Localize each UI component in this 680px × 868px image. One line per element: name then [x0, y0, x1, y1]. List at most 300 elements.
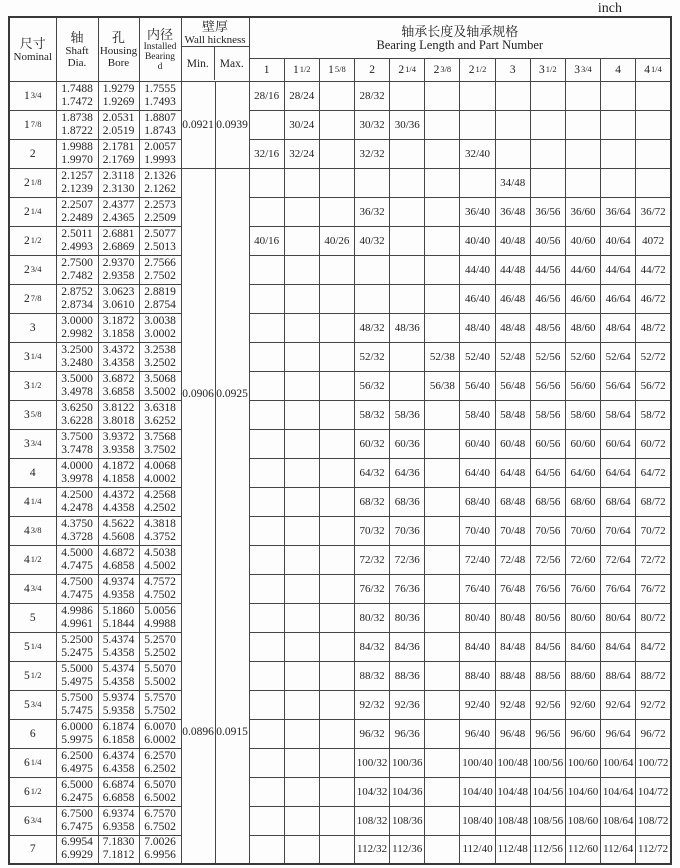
length-cell: 84/48 — [495, 632, 530, 661]
table-row — [9, 574, 671, 603]
header-length-col: 2 — [354, 58, 389, 81]
length-cell — [319, 139, 354, 168]
nominal-cell: 2 — [9, 139, 56, 168]
length-cell: 112/36 — [390, 835, 425, 864]
installed-bearing-cell: 5.7570 5.7502 — [139, 690, 181, 719]
length-cell — [390, 197, 425, 226]
length-cell: 40/32 — [354, 226, 389, 255]
header-shaft-zh: 轴 — [70, 29, 84, 45]
length-cell: 36/72 — [636, 197, 671, 226]
length-cell — [249, 400, 284, 429]
table-row — [9, 719, 671, 748]
installed-bearing-cell: 1.8807 1.8743 — [139, 110, 181, 139]
length-cell — [249, 313, 284, 342]
length-cell: 52/72 — [636, 342, 671, 371]
installed-bearing-cell: 3.0038 3.0002 — [139, 313, 181, 342]
installed-bearing-cell: 7.0026 6.9956 — [139, 835, 181, 864]
length-cell: 48/60 — [565, 313, 600, 342]
length-cell: 48/64 — [601, 313, 636, 342]
length-cell — [425, 255, 460, 284]
length-cell — [249, 545, 284, 574]
length-cell — [319, 81, 354, 110]
length-cell — [530, 110, 565, 139]
length-cell: 32/16 — [249, 139, 284, 168]
length-cell — [249, 603, 284, 632]
length-cell: 68/48 — [495, 487, 530, 516]
length-cell — [425, 516, 460, 545]
length-cell: 104/48 — [495, 777, 530, 806]
length-cell: 108/72 — [636, 806, 671, 835]
length-cell — [390, 284, 425, 313]
length-cell: 60/60 — [565, 429, 600, 458]
length-cell: 68/36 — [390, 487, 425, 516]
shaft-dia-cell: 3.7500 3.7478 — [56, 429, 98, 458]
housing-bore-cell: 2.3118 2.3130 — [98, 168, 139, 197]
nominal-cell: 21/2 — [9, 226, 56, 255]
length-cell: 64/72 — [636, 458, 671, 487]
nominal-cell: 43/8 — [9, 516, 56, 545]
length-cell — [601, 168, 636, 197]
installed-bearing-cell: 3.5068 3.5002 — [139, 371, 181, 400]
table-row — [9, 487, 671, 516]
length-cell: 100/72 — [636, 748, 671, 777]
length-cell — [530, 81, 565, 110]
housing-bore-cell: 4.9374 4.9358 — [98, 574, 139, 603]
length-cell: 52/40 — [460, 342, 495, 371]
length-cell — [460, 110, 495, 139]
header-length-col: 21/2 — [460, 58, 495, 81]
length-cell: 68/72 — [636, 487, 671, 516]
length-cell: 100/56 — [530, 748, 565, 777]
length-cell: 76/48 — [495, 574, 530, 603]
length-cell: 30/32 — [354, 110, 389, 139]
length-cell: 72/40 — [460, 545, 495, 574]
shaft-dia-cell: 6.5000 6.2475 — [56, 777, 98, 806]
installed-bearing-cell: 6.0070 6.0002 — [139, 719, 181, 748]
shaft-dia-cell: 1.7488 1.7472 — [56, 81, 98, 110]
nominal-cell: 43/4 — [9, 574, 56, 603]
length-cell: 46/48 — [495, 284, 530, 313]
length-cell: 48/72 — [636, 313, 671, 342]
length-cell: 70/36 — [390, 516, 425, 545]
nominal-cell: 5 — [9, 603, 56, 632]
nominal-cell: 13/4 — [9, 81, 56, 110]
length-cell — [319, 690, 354, 719]
length-cell: 56/72 — [636, 371, 671, 400]
table-row — [9, 313, 671, 342]
length-cell — [495, 110, 530, 139]
nominal-cell: 6 — [9, 719, 56, 748]
header-installed — [139, 17, 181, 81]
length-cell: 112/32 — [354, 835, 389, 864]
length-cell: 96/32 — [354, 719, 389, 748]
shaft-dia-cell: 3.6250 3.6228 — [56, 400, 98, 429]
header-housing — [98, 17, 139, 81]
length-cell: 84/60 — [565, 632, 600, 661]
nominal-cell: 51/4 — [9, 632, 56, 661]
length-cell — [425, 197, 460, 226]
length-cell: 52/32 — [354, 342, 389, 371]
installed-bearing-cell: 2.5077 2.5013 — [139, 226, 181, 255]
header-length-col: 41/4 — [636, 58, 671, 81]
wall-min-cell: 0.0896 — [181, 719, 215, 864]
shaft-dia-cell: 5.5000 5.4975 — [56, 661, 98, 690]
installed-bearing-cell: 3.2538 3.2502 — [139, 342, 181, 371]
length-cell: 32/24 — [284, 139, 319, 168]
length-cell: 72/64 — [601, 545, 636, 574]
length-cell — [284, 429, 319, 458]
length-cell — [249, 806, 284, 835]
length-cell: 60/32 — [354, 429, 389, 458]
length-cell — [565, 139, 600, 168]
length-cell — [319, 371, 354, 400]
length-cell: 104/60 — [565, 777, 600, 806]
length-cell: 44/72 — [636, 255, 671, 284]
length-cell: 100/64 — [601, 748, 636, 777]
length-cell — [284, 806, 319, 835]
length-cell — [249, 835, 284, 864]
length-cell — [530, 139, 565, 168]
length-cell — [249, 110, 284, 139]
length-cell: 46/40 — [460, 284, 495, 313]
length-cell — [460, 168, 495, 197]
header-length-col: 1 — [249, 58, 284, 81]
length-cell: 40/56 — [530, 226, 565, 255]
header-length-col: 15/8 — [319, 58, 354, 81]
length-cell: 80/36 — [390, 603, 425, 632]
length-cell: 84/32 — [354, 632, 389, 661]
table-row — [9, 197, 671, 226]
length-cell — [249, 255, 284, 284]
shaft-dia-cell: 2.2507 2.2489 — [56, 197, 98, 226]
table-row — [9, 748, 671, 777]
nominal-cell: 33/4 — [9, 429, 56, 458]
length-cell: 58/64 — [601, 400, 636, 429]
length-cell: 40/64 — [601, 226, 636, 255]
installed-bearing-cell: 2.8819 2.8754 — [139, 284, 181, 313]
length-cell: 44/40 — [460, 255, 495, 284]
length-cell — [284, 371, 319, 400]
nominal-cell: 31/4 — [9, 342, 56, 371]
length-cell: 84/40 — [460, 632, 495, 661]
length-cell: 70/56 — [530, 516, 565, 545]
length-cell: 96/72 — [636, 719, 671, 748]
header-installed-en1: Installed — [143, 41, 177, 52]
length-cell: 88/72 — [636, 661, 671, 690]
length-cell — [601, 81, 636, 110]
length-cell — [249, 284, 284, 313]
header-housing-zh: 孔 — [111, 29, 125, 45]
length-cell: 112/72 — [636, 835, 671, 864]
table-row — [9, 835, 671, 864]
length-cell — [284, 574, 319, 603]
length-cell: 60/36 — [390, 429, 425, 458]
table-row — [9, 603, 671, 632]
length-cell — [636, 81, 671, 110]
length-cell: 104/72 — [636, 777, 671, 806]
shaft-dia-cell: 4.0000 3.9978 — [56, 458, 98, 487]
length-cell: 52/38 — [425, 342, 460, 371]
installed-bearing-cell: 5.2570 5.2502 — [139, 632, 181, 661]
length-cell: 56/48 — [495, 371, 530, 400]
nominal-cell: 7 — [9, 835, 56, 864]
length-cell: 64/60 — [565, 458, 600, 487]
length-cell: 36/40 — [460, 197, 495, 226]
length-cell — [319, 603, 354, 632]
length-cell: 76/36 — [390, 574, 425, 603]
length-cell — [425, 545, 460, 574]
length-cell: 4072 — [636, 226, 671, 255]
table-row — [9, 429, 671, 458]
nominal-cell: 17/8 — [9, 110, 56, 139]
header-wall — [181, 17, 249, 81]
length-cell — [319, 661, 354, 690]
length-cell: 72/56 — [530, 545, 565, 574]
length-cell: 48/32 — [354, 313, 389, 342]
length-cell — [249, 516, 284, 545]
length-cell: 92/36 — [390, 690, 425, 719]
length-cell: 80/48 — [495, 603, 530, 632]
length-cell: 104/64 — [601, 777, 636, 806]
length-cell: 40/40 — [460, 226, 495, 255]
length-cell: 48/48 — [495, 313, 530, 342]
length-cell: 96/36 — [390, 719, 425, 748]
length-cell — [284, 487, 319, 516]
length-cell — [284, 545, 319, 574]
length-cell: 88/60 — [565, 661, 600, 690]
housing-bore-cell: 5.9374 5.9358 — [98, 690, 139, 719]
length-cell: 64/64 — [601, 458, 636, 487]
length-cell — [319, 168, 354, 197]
header-bearing-zh: 轴承长度及轴承规格 — [401, 24, 519, 40]
length-cell: 88/36 — [390, 661, 425, 690]
installed-bearing-cell: 3.7568 3.7502 — [139, 429, 181, 458]
length-cell: 92/72 — [636, 690, 671, 719]
length-cell — [565, 168, 600, 197]
length-cell: 70/32 — [354, 516, 389, 545]
length-cell — [390, 371, 425, 400]
length-cell: 76/40 — [460, 574, 495, 603]
length-cell: 92/32 — [354, 690, 389, 719]
length-cell: 52/60 — [565, 342, 600, 371]
length-cell — [284, 719, 319, 748]
length-cell: 60/64 — [601, 429, 636, 458]
length-cell: 108/32 — [354, 806, 389, 835]
length-cell: 80/40 — [460, 603, 495, 632]
length-cell — [319, 400, 354, 429]
length-cell: 68/32 — [354, 487, 389, 516]
installed-bearing-cell: 6.7570 6.7502 — [139, 806, 181, 835]
length-cell — [249, 690, 284, 719]
length-cell: 70/60 — [565, 516, 600, 545]
housing-bore-cell: 3.1872 3.1858 — [98, 313, 139, 342]
length-cell — [319, 110, 354, 139]
installed-bearing-cell: 4.2568 4.2502 — [139, 487, 181, 516]
housing-bore-cell: 2.9370 2.9358 — [98, 255, 139, 284]
length-cell — [284, 255, 319, 284]
length-cell: 30/36 — [390, 110, 425, 139]
length-cell: 112/56 — [530, 835, 565, 864]
length-cell: 68/56 — [530, 487, 565, 516]
header-length-col: 33/4 — [565, 58, 600, 81]
table-row — [9, 371, 671, 400]
length-cell: 48/40 — [460, 313, 495, 342]
installed-bearing-cell: 6.5070 6.5002 — [139, 777, 181, 806]
header-installed-en2: Bearing — [144, 51, 176, 62]
header-housing-en1: Housing — [99, 44, 138, 57]
installed-bearing-cell: 4.5038 4.5002 — [139, 545, 181, 574]
length-cell: 64/48 — [495, 458, 530, 487]
length-cell: 108/56 — [530, 806, 565, 835]
header-shaft-en1: Shaft — [65, 44, 89, 57]
length-cell — [390, 81, 425, 110]
length-cell: 36/56 — [530, 197, 565, 226]
length-cell — [284, 226, 319, 255]
length-cell — [284, 748, 319, 777]
nominal-cell: 35/8 — [9, 400, 56, 429]
length-cell — [319, 458, 354, 487]
installed-bearing-cell: 2.2573 2.2509 — [139, 197, 181, 226]
length-cell: 88/32 — [354, 661, 389, 690]
length-cell: 76/60 — [565, 574, 600, 603]
length-cell — [284, 458, 319, 487]
header-shaft — [56, 17, 98, 81]
housing-bore-cell: 4.4372 4.4358 — [98, 487, 139, 516]
nominal-cell: 61/4 — [9, 748, 56, 777]
length-cell — [390, 342, 425, 371]
shaft-dia-cell: 4.3750 4.3728 — [56, 516, 98, 545]
housing-bore-cell: 6.1874 6.1858 — [98, 719, 139, 748]
length-cell: 64/36 — [390, 458, 425, 487]
nominal-cell: 63/4 — [9, 806, 56, 835]
length-cell: 58/48 — [495, 400, 530, 429]
installed-bearing-cell: 4.0068 4.0002 — [139, 458, 181, 487]
nominal-cell: 27/8 — [9, 284, 56, 313]
header-max: Max. — [219, 57, 244, 70]
length-cell — [249, 371, 284, 400]
installed-bearing-cell: 6.2570 6.2502 — [139, 748, 181, 777]
length-cell: 40/26 — [319, 226, 354, 255]
table-row — [9, 690, 671, 719]
length-cell: 60/72 — [636, 429, 671, 458]
length-cell: 60/40 — [460, 429, 495, 458]
length-cell — [425, 458, 460, 487]
length-cell — [249, 342, 284, 371]
header-length-col: 31/2 — [530, 58, 565, 81]
length-cell: 48/36 — [390, 313, 425, 342]
installed-bearing-cell: 4.3818 4.3752 — [139, 516, 181, 545]
length-cell: 36/60 — [565, 197, 600, 226]
length-cell: 88/40 — [460, 661, 495, 690]
length-cell — [284, 632, 319, 661]
shaft-dia-cell: 2.8752 2.8734 — [56, 284, 98, 313]
nominal-cell: 21/4 — [9, 197, 56, 226]
length-cell — [425, 661, 460, 690]
nominal-cell: 51/2 — [9, 661, 56, 690]
shaft-dia-cell: 4.7500 4.7475 — [56, 574, 98, 603]
length-cell — [425, 777, 460, 806]
length-cell: 108/36 — [390, 806, 425, 835]
length-cell: 84/64 — [601, 632, 636, 661]
length-cell — [425, 429, 460, 458]
length-cell — [636, 139, 671, 168]
header-nominal-zh: 尺寸 — [19, 35, 46, 51]
housing-bore-cell: 3.6872 3.6858 — [98, 371, 139, 400]
length-cell: 40/60 — [565, 226, 600, 255]
length-cell: 80/56 — [530, 603, 565, 632]
length-cell — [284, 313, 319, 342]
length-cell — [495, 139, 530, 168]
length-cell: 64/56 — [530, 458, 565, 487]
length-cell: 44/60 — [565, 255, 600, 284]
housing-bore-cell: 4.5622 4.5608 — [98, 516, 139, 545]
length-cell: 72/32 — [354, 545, 389, 574]
shaft-dia-cell: 5.2500 5.2475 — [56, 632, 98, 661]
length-cell — [284, 284, 319, 313]
length-cell: 64/40 — [460, 458, 495, 487]
length-cell: 96/40 — [460, 719, 495, 748]
table-row — [9, 255, 671, 284]
length-cell — [284, 777, 319, 806]
length-cell — [284, 342, 319, 371]
shaft-dia-cell: 4.9986 4.9961 — [56, 603, 98, 632]
length-cell: 80/64 — [601, 603, 636, 632]
length-cell: 80/32 — [354, 603, 389, 632]
housing-bore-cell: 2.1781 2.1769 — [98, 139, 139, 168]
length-cell — [390, 168, 425, 197]
wall-max-cell: 0.0925 — [215, 168, 249, 719]
length-cell: 112/48 — [495, 835, 530, 864]
length-cell: 84/56 — [530, 632, 565, 661]
length-cell — [425, 168, 460, 197]
length-cell: 70/64 — [601, 516, 636, 545]
length-cell: 40/48 — [495, 226, 530, 255]
length-cell — [425, 835, 460, 864]
length-cell — [319, 197, 354, 226]
length-cell — [495, 81, 530, 110]
wall-min-cell: 0.0921 — [181, 81, 215, 168]
length-cell — [249, 168, 284, 197]
length-cell — [319, 748, 354, 777]
length-cell: 112/64 — [601, 835, 636, 864]
housing-bore-cell: 7.1830 7.1812 — [98, 835, 139, 864]
shaft-dia-cell: 1.8738 1.8722 — [56, 110, 98, 139]
length-cell: 56/64 — [601, 371, 636, 400]
header-wall-zh: 壁厚 — [202, 18, 229, 34]
installed-bearing-cell: 2.7566 2.7502 — [139, 255, 181, 284]
length-cell — [249, 719, 284, 748]
length-cell: 92/64 — [601, 690, 636, 719]
table-row — [9, 226, 671, 255]
table-row — [9, 81, 671, 110]
length-cell — [284, 516, 319, 545]
length-cell — [425, 806, 460, 835]
header-bearing-en: Bearing Length and Part Number — [376, 38, 544, 53]
housing-bore-cell: 5.4374 5.4358 — [98, 632, 139, 661]
table-row — [9, 458, 671, 487]
length-cell — [354, 168, 389, 197]
length-cell: 96/48 — [495, 719, 530, 748]
length-cell — [319, 632, 354, 661]
length-cell: 32/32 — [354, 139, 389, 168]
length-cell: 92/56 — [530, 690, 565, 719]
housing-bore-cell: 6.9374 6.9358 — [98, 806, 139, 835]
length-cell — [390, 226, 425, 255]
shaft-dia-cell: 3.5000 3.4978 — [56, 371, 98, 400]
length-cell: 96/56 — [530, 719, 565, 748]
header-length-col: 11/2 — [284, 58, 319, 81]
nominal-cell: 53/4 — [9, 690, 56, 719]
